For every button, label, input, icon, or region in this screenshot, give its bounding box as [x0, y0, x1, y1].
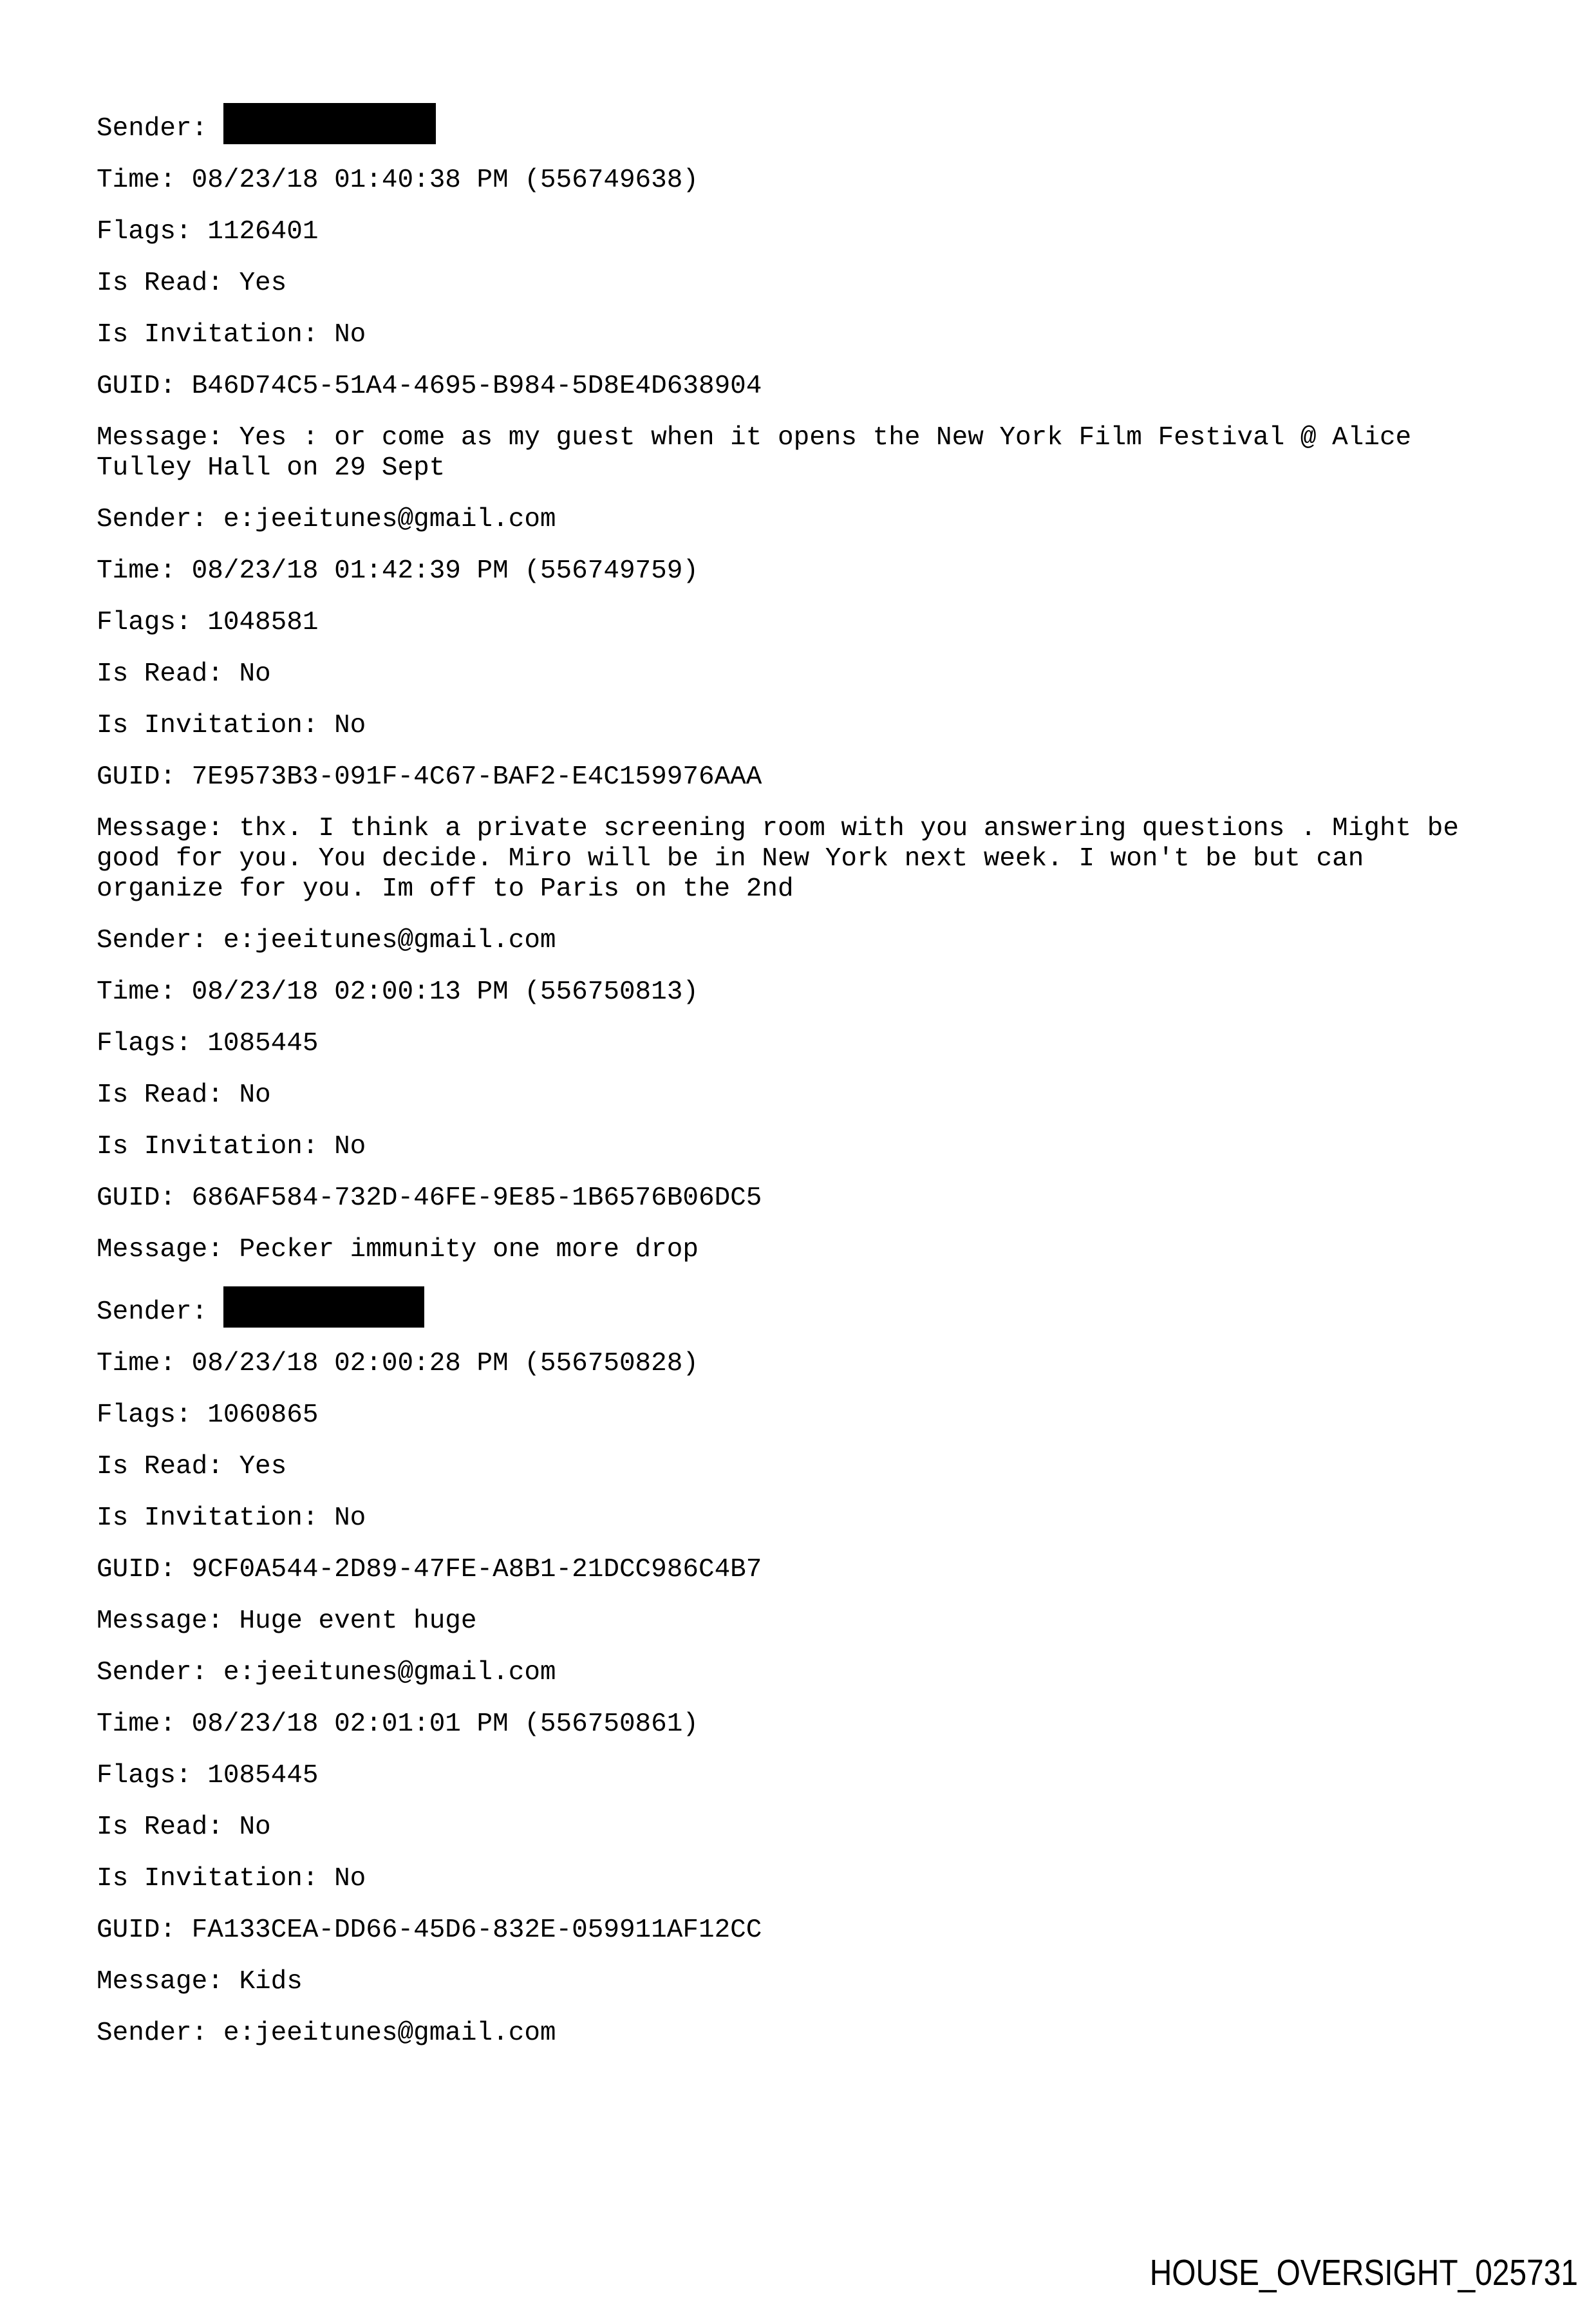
sender-value: e:jeeitunes@gmail.com — [223, 926, 556, 955]
time-label: Time: — [97, 556, 176, 586]
guid-label: GUID: — [97, 762, 176, 792]
is-invitation-value: No — [334, 320, 366, 350]
field-flags — [97, 1400, 1495, 1431]
flags-value: 1085445 — [207, 1761, 319, 1791]
field-time — [97, 556, 1495, 587]
is-invitation-value: No — [334, 1503, 366, 1533]
field-is-invitation — [97, 1864, 1495, 1894]
guid-value: FA133CEA-DD66-45D6-832E-059911AF12CC — [191, 1915, 762, 1945]
message-record-partial — [97, 2018, 1495, 2049]
message-record — [97, 103, 1495, 484]
field-message — [97, 814, 1495, 905]
field-is-invitation — [97, 1503, 1495, 1534]
field-flags — [97, 608, 1495, 638]
sender-label: Sender: — [97, 2018, 208, 2048]
field-sender — [97, 2018, 1495, 2049]
flags-label: Flags: — [97, 1761, 192, 1791]
field-flags — [97, 1029, 1495, 1059]
guid-label: GUID: — [97, 371, 176, 401]
time-label: Time: — [97, 1349, 176, 1378]
time-label: Time: — [97, 165, 176, 195]
field-time — [97, 1349, 1495, 1379]
guid-value: 9CF0A544-2D89-47FE-A8B1-21DCC986C4B7 — [191, 1555, 762, 1584]
flags-value: 1085445 — [207, 1029, 319, 1058]
time-label: Time: — [97, 1709, 176, 1739]
flags-value: 1048581 — [207, 608, 319, 637]
flags-value: 1126401 — [207, 217, 319, 247]
is-read-value: No — [239, 659, 271, 689]
is-read-label: Is Read: — [97, 659, 223, 689]
guid-value: B46D74C5-51A4-4695-B984-5D8E4D638904 — [191, 371, 762, 401]
field-guid — [97, 1915, 1495, 1946]
time-value: 08/23/18 01:40:38 PM (556749638) — [191, 165, 699, 195]
sender-value: e:jeeitunes@gmail.com — [223, 2018, 556, 2048]
is-read-label: Is Read: — [97, 1812, 223, 1842]
message-label: Message: — [97, 814, 223, 843]
field-is-invitation — [97, 320, 1495, 350]
field-guid — [97, 1183, 1495, 1214]
field-is-invitation — [97, 1132, 1495, 1162]
flags-label: Flags: — [97, 608, 192, 637]
field-time — [97, 165, 1495, 196]
time-value: 08/23/18 02:00:28 PM (556750828) — [191, 1349, 699, 1378]
time-label: Time: — [97, 977, 176, 1007]
message-label: Message: — [97, 1606, 223, 1636]
message-record — [97, 505, 1495, 905]
is-invitation-label: Is Invitation: — [97, 1503, 319, 1533]
redaction-box — [223, 1286, 424, 1328]
field-message — [97, 1235, 1495, 1265]
redaction-box — [223, 103, 436, 144]
is-read-value: No — [239, 1812, 271, 1842]
flags-label: Flags: — [97, 1400, 192, 1430]
message-value: thx. I think a private screening room with you answering questions . Might be good for you. You decide. Miro will be in New York next week. I won't be but can organize for you. Im off to Paris on the 2nd — [97, 814, 1459, 904]
sender-label: Sender: — [97, 1658, 208, 1687]
guid-label: GUID: — [97, 1915, 176, 1945]
message-value: Pecker immunity one more drop — [239, 1235, 699, 1264]
field-sender — [97, 505, 1495, 535]
field-flags — [97, 1761, 1495, 1791]
is-read-value: Yes — [239, 268, 287, 298]
message-record — [97, 1286, 1495, 1637]
guid-label: GUID: — [97, 1555, 176, 1584]
sender-value: e:jeeitunes@gmail.com — [223, 505, 556, 534]
is-read-value: No — [239, 1080, 271, 1110]
is-invitation-label: Is Invitation: — [97, 1132, 319, 1161]
is-read-label: Is Read: — [97, 1452, 223, 1481]
field-guid — [97, 762, 1495, 793]
message-label: Message: — [97, 1235, 223, 1264]
guid-label: GUID: — [97, 1183, 176, 1213]
field-is-read — [97, 659, 1495, 690]
is-invitation-label: Is Invitation: — [97, 320, 319, 350]
message-label: Message: — [97, 423, 223, 453]
field-flags — [97, 217, 1495, 247]
sender-label: Sender: — [97, 114, 208, 144]
flags-label: Flags: — [97, 1029, 192, 1058]
message-log-page — [97, 103, 1495, 2070]
field-is-invitation — [97, 711, 1495, 741]
field-sender — [97, 103, 1495, 144]
is-invitation-value: No — [334, 711, 366, 740]
message-value: Kids — [239, 1967, 303, 1997]
flags-value: 1060865 — [207, 1400, 319, 1430]
message-record — [97, 926, 1495, 1265]
is-read-label: Is Read: — [97, 268, 223, 298]
sender-label: Sender: — [97, 1297, 208, 1327]
message-value: Huge event huge — [239, 1606, 477, 1636]
guid-value: 7E9573B3-091F-4C67-BAF2-E4C159976AAA — [191, 762, 762, 792]
is-invitation-label: Is Invitation: — [97, 1864, 319, 1894]
field-guid — [97, 371, 1495, 402]
field-time — [97, 977, 1495, 1008]
time-value: 08/23/18 02:00:13 PM (556750813) — [191, 977, 699, 1007]
field-message — [97, 1967, 1495, 1997]
field-is-read — [97, 1812, 1495, 1843]
field-is-read — [97, 1080, 1495, 1111]
sender-value: e:jeeitunes@gmail.com — [223, 1658, 556, 1687]
message-label: Message: — [97, 1967, 223, 1997]
sender-label: Sender: — [97, 505, 208, 534]
flags-label: Flags: — [97, 217, 192, 247]
message-record — [97, 1658, 1495, 1997]
field-sender — [97, 1658, 1495, 1688]
field-message — [97, 423, 1495, 484]
is-read-label: Is Read: — [97, 1080, 223, 1110]
field-time — [97, 1709, 1495, 1740]
field-is-read — [97, 268, 1495, 299]
field-message — [97, 1606, 1495, 1637]
time-value: 08/23/18 01:42:39 PM (556749759) — [191, 556, 699, 586]
message-value: Yes : or come as my guest when it opens the New York Film Festival @ Alice Tulley Hall on 29 Sept — [97, 423, 1412, 483]
is-invitation-value: No — [334, 1864, 366, 1894]
is-invitation-value: No — [334, 1132, 366, 1161]
sender-label: Sender: — [97, 926, 208, 955]
bates-number: HOUSE_OVERSIGHT_025731 — [1149, 2252, 1578, 2293]
field-sender — [97, 1286, 1495, 1328]
field-sender — [97, 926, 1495, 956]
field-is-read — [97, 1452, 1495, 1482]
time-value: 08/23/18 02:01:01 PM (556750861) — [191, 1709, 699, 1739]
field-guid — [97, 1555, 1495, 1585]
guid-value: 686AF584-732D-46FE-9E85-1B6576B06DC5 — [191, 1183, 762, 1213]
is-invitation-label: Is Invitation: — [97, 711, 319, 740]
is-read-value: Yes — [239, 1452, 287, 1481]
